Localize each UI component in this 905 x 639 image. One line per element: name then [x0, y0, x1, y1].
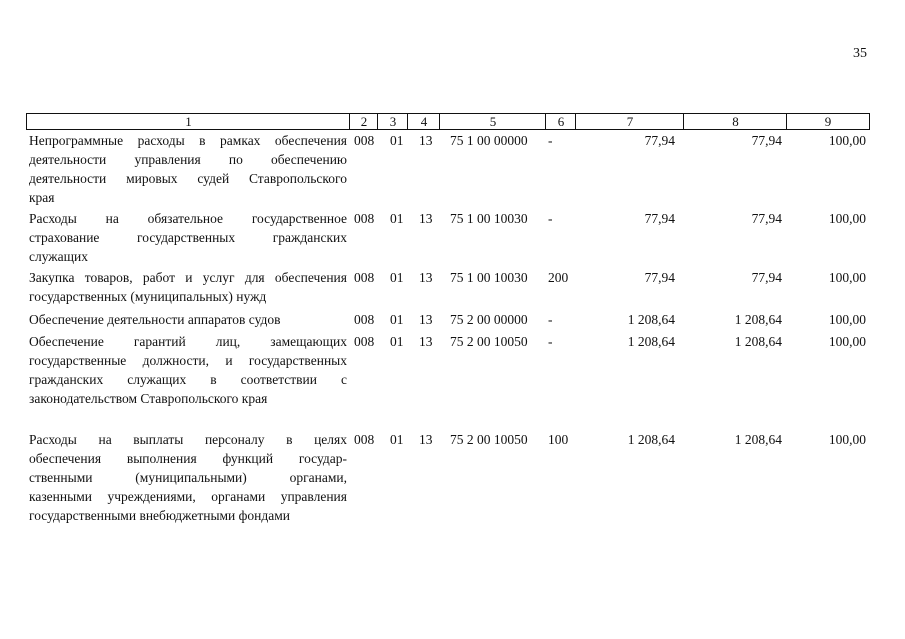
row-name — [29, 131, 347, 207]
header-col-3: 3 — [377, 113, 408, 130]
row-csr: 75 2 00 10050 — [450, 432, 528, 447]
row-ved: 008 — [354, 211, 375, 226]
row-ved: 008 — [354, 312, 375, 327]
row-pr: 13 — [419, 211, 433, 226]
row-name-line: Обеспечение гарантий лиц, замещающих — [29, 334, 347, 349]
row-rz: 01 — [390, 270, 404, 285]
row-sum-8: 77,94 — [751, 270, 782, 285]
header-col-8: 8 — [683, 113, 787, 130]
row-sum-9: 100,00 — [828, 211, 866, 226]
row-sum-7: 1 208,64 — [627, 432, 675, 447]
row-name-line: обеспечения выполнения функций государ- — [29, 451, 347, 466]
row-name-line: Непрограммные расходы в рамках обеспечения — [29, 133, 347, 148]
row-vr: - — [548, 133, 553, 148]
row-sum-9: 100,00 — [828, 432, 866, 447]
row-sum-7: 77,94 — [644, 270, 675, 285]
row-name-line: деятельности управления по обеспечению — [29, 152, 347, 167]
row-name-line: Закупка товаров, работ и услуг для обеспечения — [29, 270, 347, 285]
header-col-2: 2 — [349, 113, 378, 130]
row-pr: 13 — [419, 312, 433, 327]
row-name — [29, 430, 347, 525]
row-csr: 75 1 00 00000 — [450, 133, 528, 148]
header-col-9: 9 — [786, 113, 870, 130]
row-pr: 13 — [419, 334, 433, 349]
row-ved: 008 — [354, 133, 375, 148]
row-name-line: государственные должности, и государственных — [29, 353, 347, 368]
row-ved: 008 — [354, 334, 375, 349]
row-name-line: государственными внебюджетными фондами — [29, 508, 291, 523]
row-name-line: Расходы на выплаты персоналу в целях — [29, 432, 347, 447]
row-sum-8: 1 208,64 — [734, 312, 782, 327]
row-name-line: государственных (муниципальных) нужд — [29, 289, 267, 304]
row-sum-9: 100,00 — [828, 270, 866, 285]
page-number: 35 — [853, 46, 867, 61]
row-sum-7: 77,94 — [644, 211, 675, 226]
header-col-7: 7 — [575, 113, 684, 130]
row-sum-8: 1 208,64 — [734, 432, 782, 447]
row-name — [29, 310, 347, 329]
row-vr: - — [548, 334, 553, 349]
row-name — [29, 268, 347, 306]
row-sum-9: 100,00 — [828, 133, 866, 148]
row-sum-9: 100,00 — [828, 334, 866, 349]
row-sum-7: 77,94 — [644, 133, 675, 148]
row-vr: - — [548, 211, 553, 226]
row-name-line: служащих — [29, 249, 88, 264]
row-vr: 100 — [548, 432, 569, 447]
header-col-1: 1 — [26, 113, 350, 130]
row-sum-8: 77,94 — [751, 211, 782, 226]
row-pr: 13 — [419, 133, 433, 148]
row-csr: 75 1 00 10030 — [450, 270, 528, 285]
row-csr: 75 1 00 10030 — [450, 211, 528, 226]
row-rz: 01 — [390, 312, 404, 327]
row-pr: 13 — [419, 432, 433, 447]
row-name-line: гражданских служащих в соответствии с — [29, 372, 347, 387]
row-name-line: законодательством Ставропольского края — [29, 391, 268, 406]
row-rz: 01 — [390, 334, 404, 349]
row-name-line: Расходы на обязательное государственное — [29, 211, 347, 226]
row-rz: 01 — [390, 133, 404, 148]
row-ved: 008 — [354, 432, 375, 447]
row-csr: 75 2 00 00000 — [450, 312, 528, 327]
row-rz: 01 — [390, 211, 404, 226]
row-csr: 75 2 00 10050 — [450, 334, 528, 349]
row-rz: 01 — [390, 432, 404, 447]
row-vr: 200 — [548, 270, 569, 285]
row-name-line: края — [29, 190, 55, 205]
row-sum-9: 100,00 — [828, 312, 866, 327]
row-name-line: казенными учреждениями, органами управления — [29, 489, 347, 504]
row-name-line: страхование государственных гражданских — [29, 230, 347, 245]
row-name — [29, 209, 347, 266]
row-pr: 13 — [419, 270, 433, 285]
table-header — [26, 113, 870, 130]
row-name-line: Обеспечение деятельности аппаратов судов — [29, 312, 281, 327]
row-name-line: ственными (муниципальными) органами, — [29, 470, 347, 485]
header-col-4: 4 — [407, 113, 440, 130]
row-vr: - — [548, 312, 553, 327]
row-sum-7: 1 208,64 — [627, 334, 675, 349]
row-ved: 008 — [354, 270, 375, 285]
row-sum-8: 1 208,64 — [734, 334, 782, 349]
row-sum-8: 77,94 — [751, 133, 782, 148]
header-col-6: 6 — [545, 113, 576, 130]
row-name-line: деятельности мировых судей Ставропольского — [29, 171, 347, 186]
row-name — [29, 332, 347, 408]
row-sum-7: 1 208,64 — [627, 312, 675, 327]
header-col-5: 5 — [439, 113, 546, 130]
